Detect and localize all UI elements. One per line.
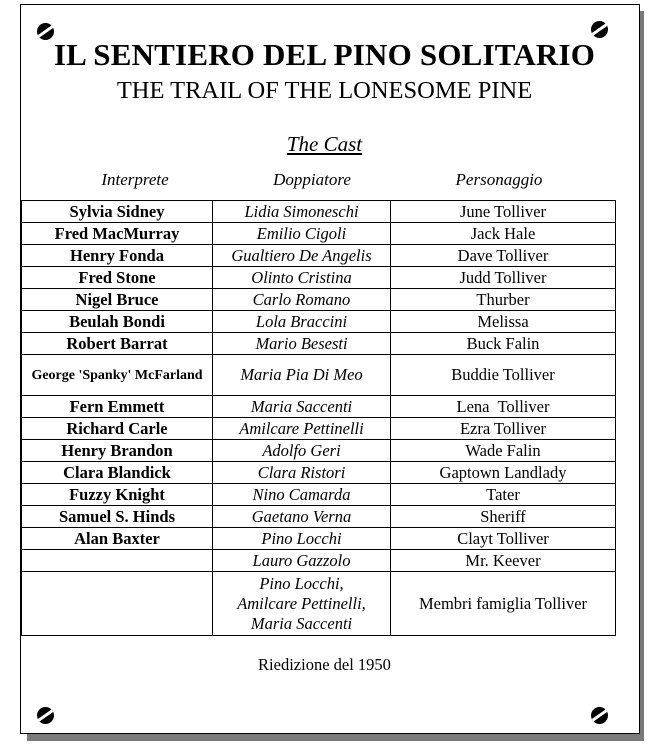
table-row — [22, 440, 616, 462]
table-row — [22, 462, 616, 484]
table-row — [22, 333, 616, 355]
cast-heading-text: The Cast — [286, 132, 363, 156]
table-row — [22, 311, 616, 333]
actor-cell: Alan Baxter — [22, 528, 213, 550]
table-row — [22, 201, 616, 223]
dubber-cell: Maria Saccenti — [213, 396, 391, 418]
character-cell: Melissa — [391, 311, 616, 333]
actor-cell: Samuel S. Hinds — [22, 506, 213, 528]
actor-cell: Fred Stone — [22, 267, 213, 289]
table-row — [22, 245, 616, 267]
screw-bottom-left-icon — [37, 707, 54, 724]
dubber-line: Maria Saccenti — [250, 613, 353, 633]
reissue-note: Riedizione del 1950 — [258, 655, 391, 674]
dubber-cell: Mario Besesti — [213, 333, 391, 355]
actor-cell: Sylvia Sidney — [22, 201, 213, 223]
character-cell: Wade Falin — [391, 440, 616, 462]
dubber-cell: Amilcare Pettinelli — [213, 418, 391, 440]
character-cell: Judd Tolliver — [391, 267, 616, 289]
character-cell: Dave Tolliver — [391, 245, 616, 267]
dubber-cell: Emilio Cigoli — [213, 223, 391, 245]
actor-cell: Fred MacMurray — [22, 223, 213, 245]
character-cell: Buck Falin — [391, 333, 616, 355]
actor-cell: Beulah Bondi — [22, 311, 213, 333]
actor-cell: Henry Brandon — [22, 440, 213, 462]
table-row — [22, 355, 616, 396]
character-cell: Sheriff — [391, 506, 616, 528]
character-cell: June Tolliver — [391, 201, 616, 223]
dubber-cell-multi — [213, 572, 391, 636]
character-cell: Gaptown Landlady — [391, 462, 616, 484]
table-row — [22, 484, 616, 506]
character-cell: Thurber — [391, 289, 616, 311]
dubber-cell: Lauro Gazzolo — [213, 550, 391, 572]
character-cell: Buddie Tolliver — [391, 355, 616, 396]
character-cell: Lena Tolliver — [391, 396, 616, 418]
actor-cell: Robert Barrat — [22, 333, 213, 355]
character-cell: Clayt Tolliver — [391, 528, 616, 550]
character-cell: Tater — [391, 484, 616, 506]
table-row — [22, 506, 616, 528]
dubber-cell: Clara Ristori — [213, 462, 391, 484]
page-subtitle: THE TRAIL OF THE LONESOME PINE — [116, 77, 533, 104]
table-row — [22, 418, 616, 440]
dubber-cell: Carlo Romano — [213, 289, 391, 311]
page-title: IL SENTIERO DEL PINO SOLITARIO — [53, 37, 596, 72]
column-header-interprete: Interprete — [101, 170, 169, 189]
table-row — [22, 572, 616, 636]
dubber-cell: Lola Braccini — [213, 311, 391, 333]
table-row — [22, 550, 616, 572]
dubber-line: Amilcare Pettinelli, — [237, 593, 366, 613]
character-cell: Mr. Keever — [391, 550, 616, 572]
dubber-cell: Lidia Simoneschi — [213, 201, 391, 223]
actor-cell — [22, 550, 213, 572]
actor-cell: Fern Emmett — [22, 396, 213, 418]
actor-cell: Fuzzy Knight — [22, 484, 213, 506]
actor-cell: Clara Blandick — [22, 462, 213, 484]
dubber-cell: Gualtiero De Angelis — [213, 245, 391, 267]
table-row — [22, 289, 616, 311]
dubber-cell: Adolfo Geri — [213, 440, 391, 462]
dubber-line: Pino Locchi, — [259, 573, 344, 593]
character-cell: Membri famiglia Tolliver — [391, 572, 616, 636]
dubber-cell: Maria Pia Di Meo — [213, 355, 391, 396]
table-row — [22, 267, 616, 289]
dubber-cell: Olinto Cristina — [213, 267, 391, 289]
table-row — [22, 223, 616, 245]
actor-cell: George 'Spanky' McFarland — [22, 355, 213, 396]
actor-cell: Nigel Bruce — [22, 289, 213, 311]
dubber-cell: Nino Camarda — [213, 484, 391, 506]
column-header-personaggio: Personaggio — [455, 170, 543, 189]
dubber-cell: Pino Locchi — [213, 528, 391, 550]
character-cell: Jack Hale — [391, 223, 616, 245]
cast-heading — [0, 131, 649, 157]
dubber-cell: Gaetano Verna — [213, 506, 391, 528]
screw-bottom-right-icon — [591, 707, 608, 724]
actor-cell: Richard Carle — [22, 418, 213, 440]
column-header-doppiatore: Doppiatore — [273, 170, 351, 189]
actor-cell: Henry Fonda — [22, 245, 213, 267]
table-row — [22, 528, 616, 550]
character-cell: Ezra Tolliver — [391, 418, 616, 440]
actor-cell — [22, 572, 213, 636]
cast-table — [21, 200, 616, 636]
table-row — [22, 396, 616, 418]
